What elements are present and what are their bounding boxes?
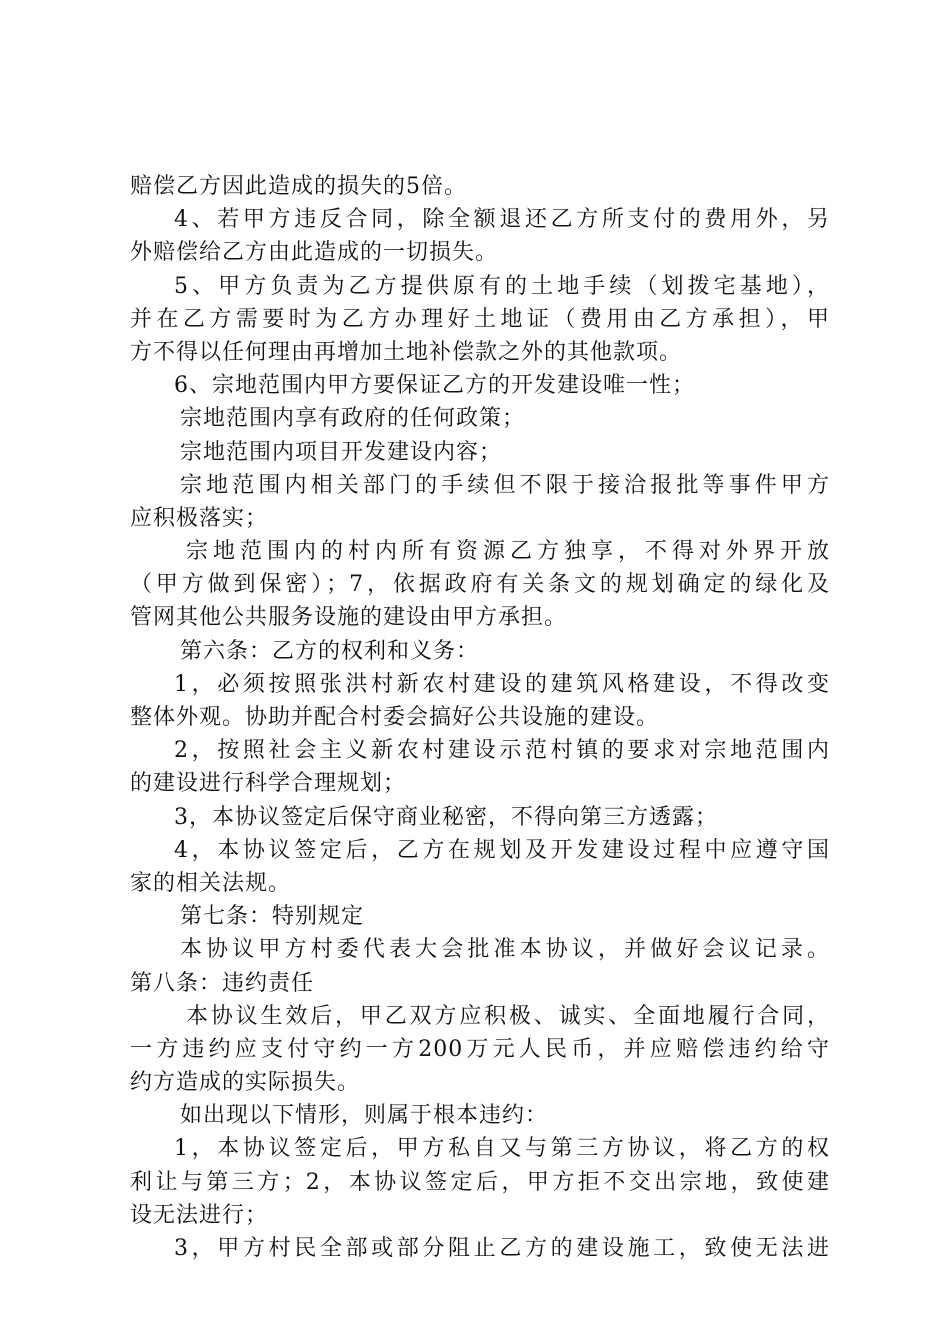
text-line: 设无法进行； [130, 1202, 269, 1228]
text-line: 1，必须按照张洪村新农村建设的建筑风格建设，不得改变 [174, 671, 830, 697]
text-line: 管网其他公共服务设施的建设由甲方承担。 [130, 605, 568, 631]
text-line: 如出现以下情形，则属于根本违约： [180, 1103, 549, 1129]
text-line: 一方违约应支付守约一方200万元人民币，并应赔偿违约给守 [130, 1036, 830, 1062]
document-page [130, 170, 830, 1265]
text-line: 家的相关法规。 [130, 870, 292, 896]
text-line: 赔偿乙方因此造成的损失的5倍。 [130, 174, 467, 199]
text-line: 本协议生效后，甲乙双方应积极、诚实、全面地履行合同， [186, 1003, 830, 1029]
text-line: 约方造成的实际损失。 [130, 1070, 361, 1096]
text-line: 整体外观。协助并配合村委会搞好公共设施的建设。 [130, 705, 660, 730]
text-line: 本协议甲方村委代表大会批准本协议，并做好会议记录。 [180, 937, 830, 963]
text-line: 应积极落实； [130, 505, 269, 531]
text-line: 宗地范围内项目开发建设内容； [180, 439, 503, 465]
text-line: 2，按照社会主义新农村建设示范村镇的要求对宗地范围内 [174, 738, 830, 764]
text-line: 1，本协议签定后，甲方私自又与第三方协议，将乙方的权 [174, 1136, 830, 1162]
text-line: 3，甲方村民全部或部分阻止乙方的建设施工，致使无法进 [174, 1236, 830, 1261]
text-line: 利让与第三方；2，本协议签定后，甲方拒不交出宗地，致使建 [130, 1169, 830, 1195]
text-line: 第八条：违约责任 [130, 970, 315, 996]
text-line: 并在乙方需要时为乙方办理好土地证（费用由乙方承担），甲 [130, 306, 830, 332]
text-line: 宗地范围内相关部门的手续但不限于接洽报批等事件甲方 [180, 472, 830, 498]
text-line: 第七条：特别规定 [180, 904, 365, 930]
text-line: 5、甲方负责为乙方提供原有的土地手续（划拨宅基地）， [174, 273, 830, 299]
text-line: 宗地范围内的村内所有资源乙方独享，不得对外界开放 [186, 539, 830, 565]
text-line: 6、宗地范围内甲方要保证乙方的开发建设唯一性； [174, 373, 695, 399]
text-line: 第六条：乙方的权利和义务： [180, 638, 480, 664]
text-line: （甲方做到保密）；7，依据政府有关条文的规划确定的绿化及 [130, 572, 830, 598]
text-line: 4、若甲方违反合同，除全额退还乙方所支付的费用外，另 [174, 207, 830, 233]
text-line: 的建设进行科学合理规划； [130, 771, 407, 797]
text-line: 3，本协议签定后保守商业秘密，不得向第三方透露； [174, 804, 718, 830]
text-line: 方不得以任何理由再增加土地补偿款之外的其他款项。 [130, 339, 683, 365]
text-line: 宗地范围内享有政府的任何政策； [180, 406, 526, 432]
text-line: 外赔偿给乙方由此造成的一切损失。 [130, 240, 499, 266]
text-line: 4，本协议签定后，乙方在规划及开发建设过程中应遵守国 [174, 837, 830, 863]
